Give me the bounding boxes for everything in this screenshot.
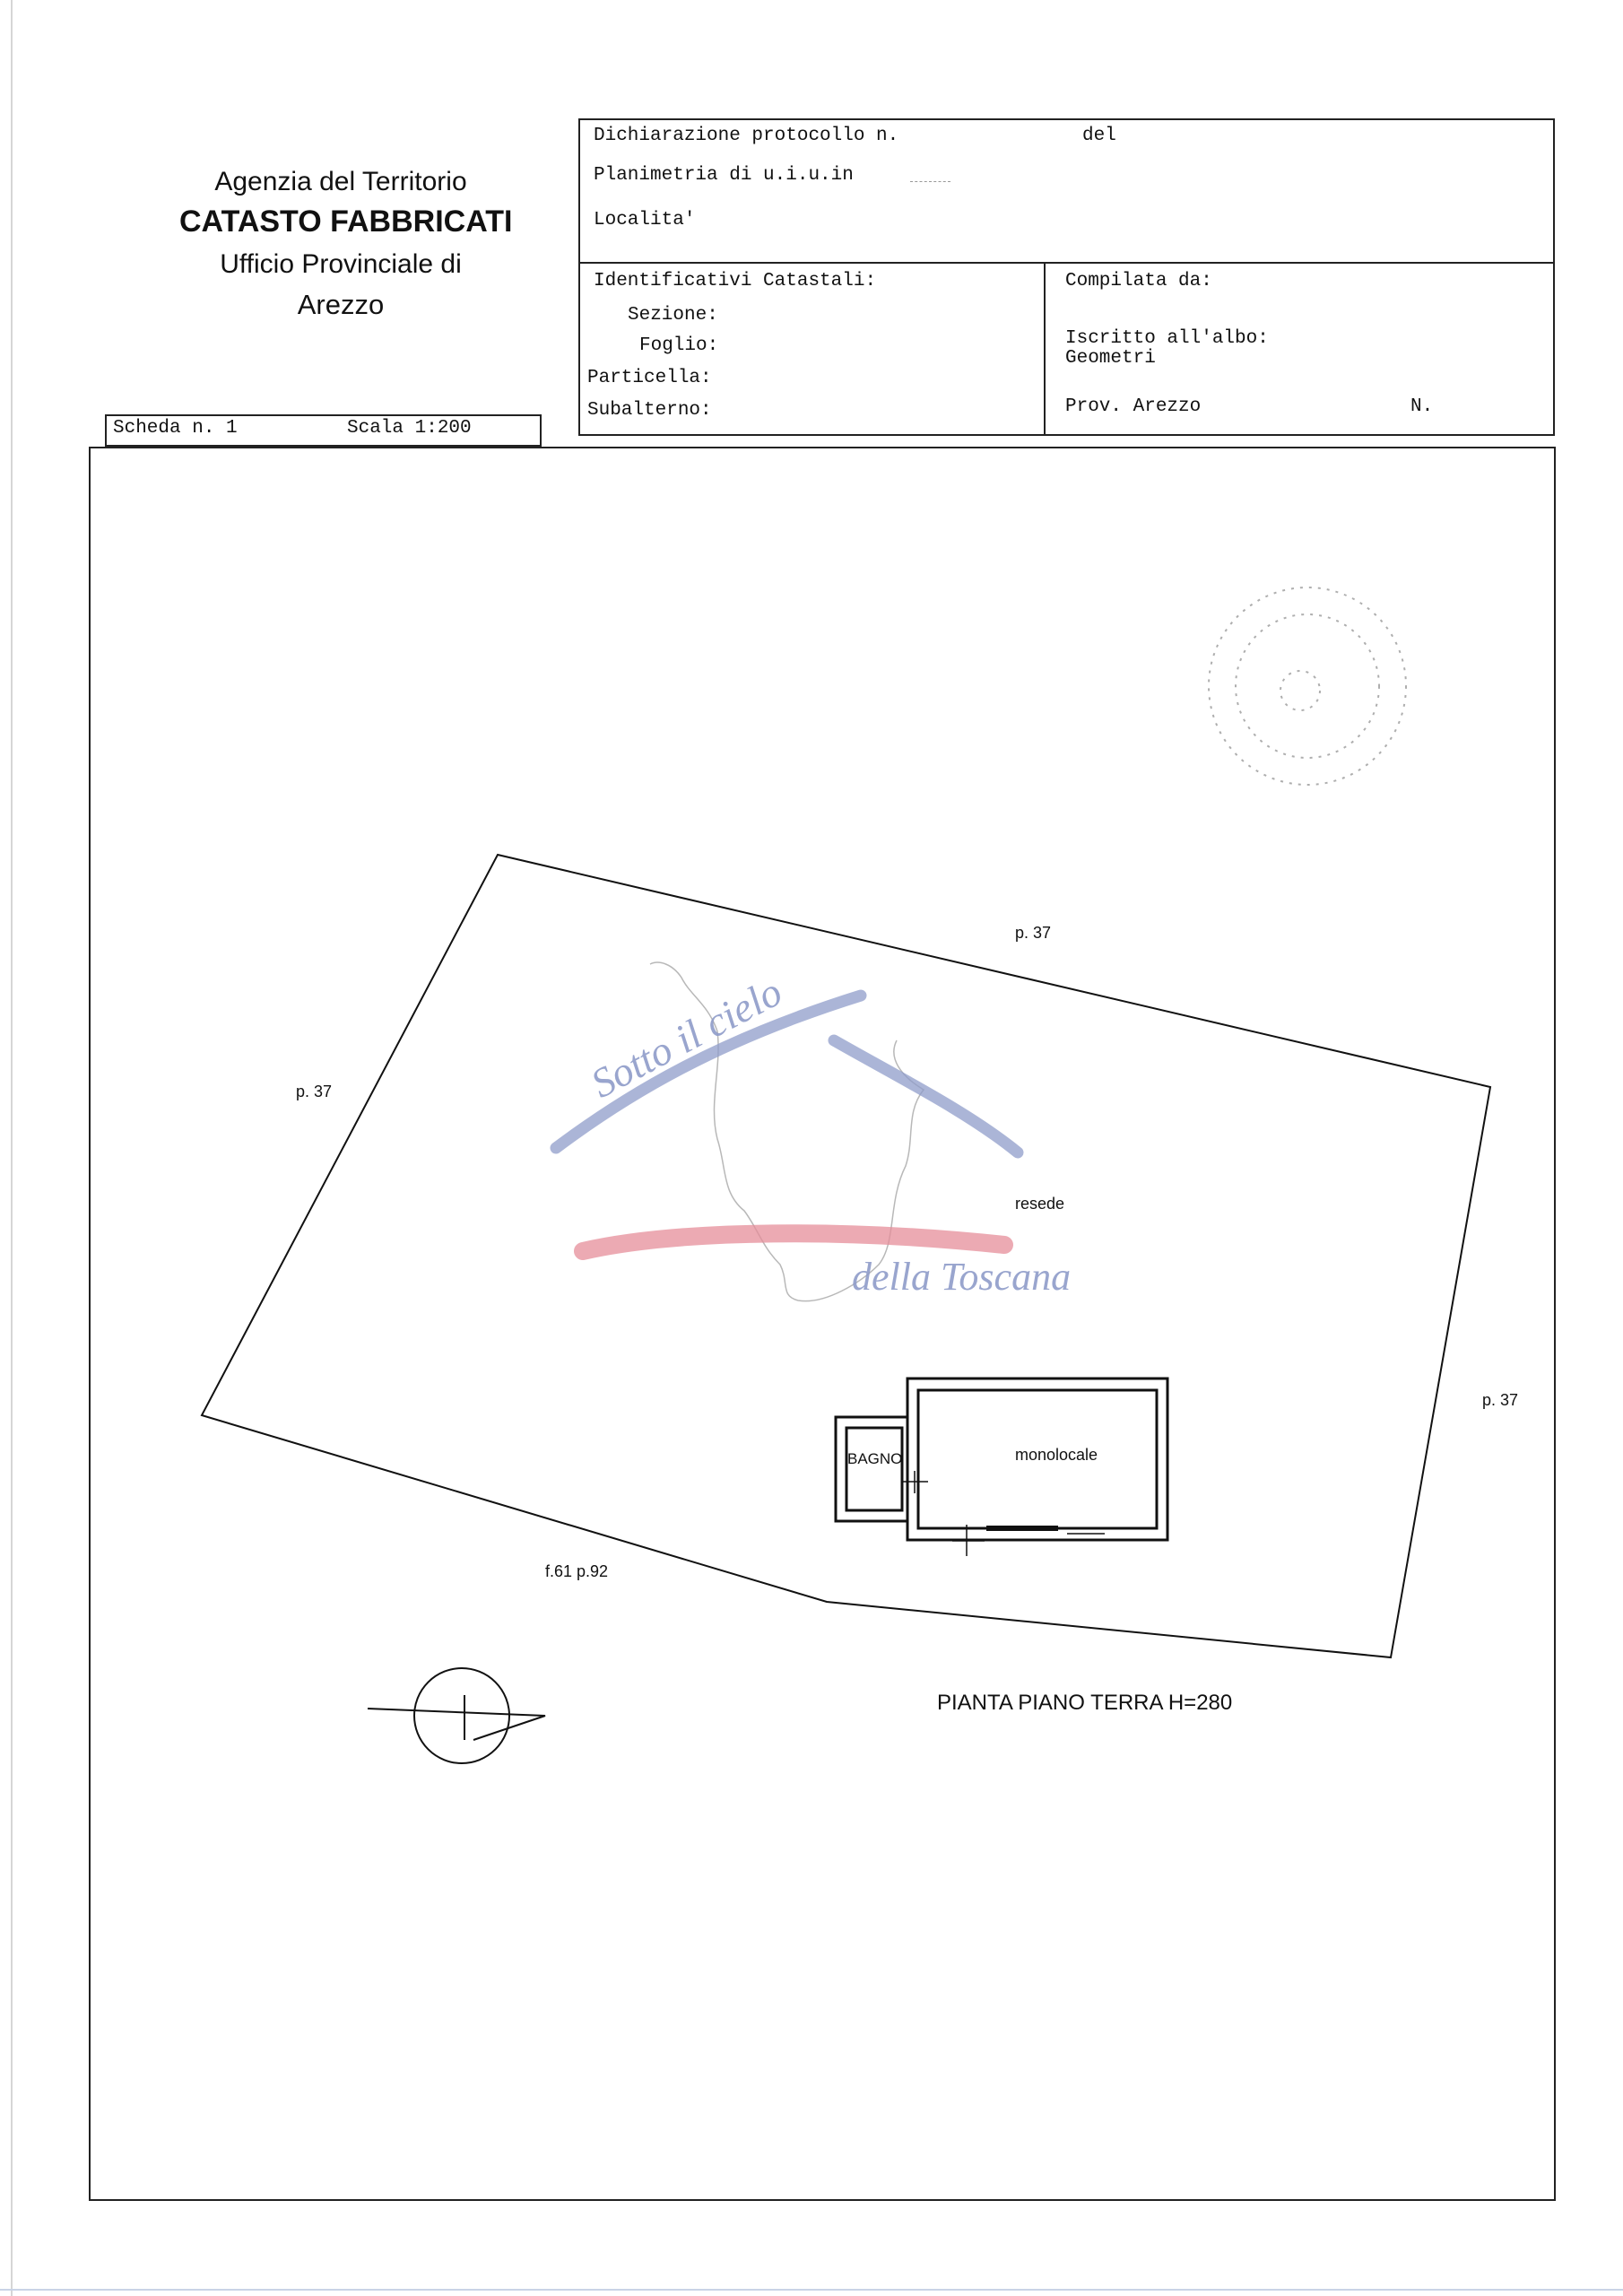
floor-caption: PIANTA PIANO TERRA H=280 [937, 1691, 1233, 1715]
watermark-line2: della Toscana [852, 1255, 1072, 1299]
prov-label: Prov. Arezzo [1065, 396, 1202, 417]
del-label: del [1082, 126, 1116, 146]
compilata-label: Compilata da: [1065, 271, 1212, 291]
watermark-line1: Sotto il cielo [583, 968, 789, 1107]
sezione-label: Sezione: [628, 305, 718, 326]
albo-value: Geometri [1065, 348, 1156, 369]
label-resede: resede [1015, 1195, 1065, 1213]
agency-name: Agenzia del Territorio [214, 167, 467, 196]
label-f61: f.61 p.92 [545, 1562, 609, 1580]
office-label: Ufficio Provinciale di [220, 249, 462, 279]
n-label: N. [1410, 396, 1434, 417]
label-p37-top: p. 37 [1015, 924, 1052, 942]
protocol-label: Dichiarazione protocollo n. [594, 126, 899, 146]
foglio-label: Foglio: [639, 335, 719, 356]
planimetria-label: Planimetria di u.i.u.in [594, 165, 854, 186]
lot-boundary [202, 855, 1490, 1657]
faint-stamp [1209, 587, 1406, 785]
watermark-logo [556, 962, 1071, 1301]
scala-label: Scala 1:200 [347, 418, 472, 439]
label-monolocale: monolocale [1015, 1446, 1098, 1464]
iscritto-label: Iscritto all'albo: [1065, 328, 1269, 349]
north-arrow-icon [368, 1668, 545, 1763]
localita-label: Localita' [594, 210, 696, 230]
scheda-label: Scheda n. 1 [113, 418, 238, 439]
label-bagno: BAGNO [847, 1450, 903, 1467]
label-p37-left: p. 37 [296, 1083, 333, 1100]
catasto-title: CATASTO FABBRICATI [179, 204, 513, 239]
particella-label: Particella: [587, 368, 712, 388]
identifiers-title: Identificativi Catastali: [594, 271, 877, 291]
office-city: Arezzo [297, 289, 385, 320]
label-p37-right: p. 37 [1482, 1391, 1519, 1409]
subalterno-label: Subalterno: [587, 400, 712, 421]
